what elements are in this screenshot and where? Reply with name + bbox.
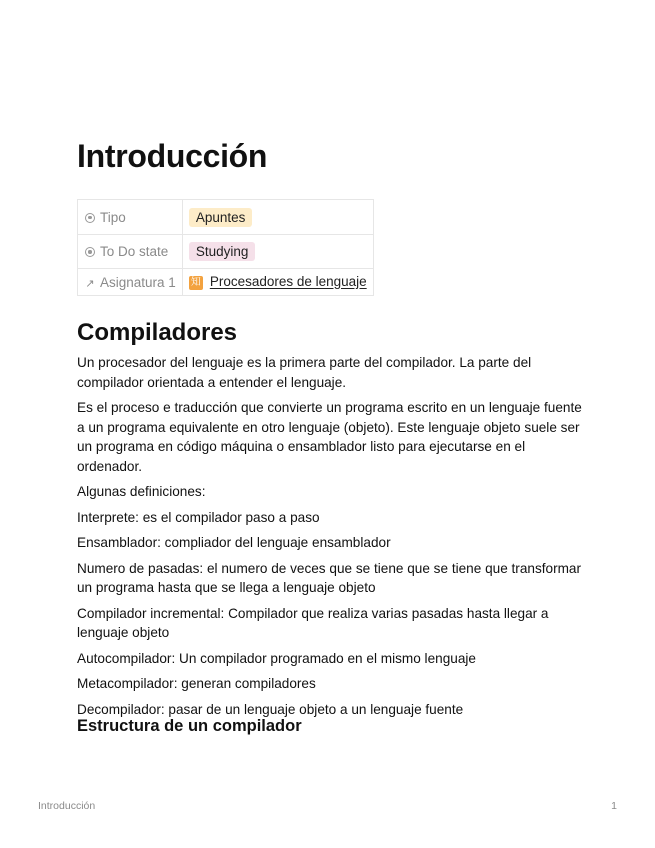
page-number: 1 bbox=[611, 800, 617, 812]
property-key-cell bbox=[78, 235, 183, 269]
relation-link-procesadores[interactable]: Procesadores de lenguaje bbox=[209, 273, 367, 289]
property-key-cell bbox=[78, 269, 183, 296]
property-value-cell bbox=[182, 269, 373, 296]
paragraph: Algunas definiciones: bbox=[77, 484, 206, 499]
tag-studying[interactable]: Studying bbox=[189, 242, 256, 261]
subheading: Estructura de un compilador bbox=[77, 717, 302, 735]
property-row-asignatura bbox=[78, 269, 374, 296]
property-row-tipo bbox=[78, 200, 374, 235]
paragraph: Decompilador: pasar de un lenguaje objeto a un lenguaje fuente bbox=[77, 701, 464, 717]
tag-apuntes[interactable]: Apuntes bbox=[189, 208, 253, 227]
section-heading: Compiladores bbox=[77, 319, 238, 346]
property-row-todo-state bbox=[78, 235, 374, 269]
status-icon bbox=[85, 247, 95, 257]
properties-table bbox=[77, 199, 374, 296]
paragraph: Autocompilador: Un compilador programado en el mismo lenguaje bbox=[77, 650, 476, 666]
property-key-asignatura: Asignatura 1 bbox=[100, 274, 176, 290]
page-icon: 知 bbox=[190, 276, 201, 288]
paragraph: Metacompilador: generan compiladores bbox=[77, 676, 316, 691]
property-value-cell bbox=[182, 200, 373, 235]
property-key-todo-state: To Do state bbox=[100, 244, 169, 259]
body-text bbox=[77, 353, 587, 725]
property-value-cell bbox=[182, 235, 373, 269]
property-key-cell bbox=[78, 200, 183, 235]
property-key-tipo: Tipo bbox=[100, 209, 126, 225]
paragraph: Un procesador del lenguaje es la primera parte del compilador. La parte del compilador orientada a entender el lenguaje. bbox=[77, 355, 532, 390]
paragraph: Es el proceso e traducción que convierte un programa escrito en un lenguaje fuente a un programa equivalente en otro lenguaje (objeto). Este lenguaje objeto suele ser un programa en código máquina o ensamblador listo para ejecutarse en el ordenador. bbox=[77, 400, 582, 474]
paragraph: Numero de pasadas: el numero de veces que se tiene que se tiene que transformar un programa hasta que se llega a lenguaje objeto bbox=[77, 560, 582, 595]
footer-title: Introducción bbox=[38, 800, 96, 812]
page-title: Introducción bbox=[77, 138, 268, 174]
paragraph: Interprete: es el compilador paso a paso bbox=[77, 509, 320, 525]
paragraph: Compilador incremental: Compilador que realiza varias pasadas hasta llegar a lenguaje objeto bbox=[77, 605, 549, 640]
paragraph: Ensamblador: compliador del lenguaje ensamblador bbox=[77, 535, 391, 550]
status-icon bbox=[85, 213, 95, 223]
relation-arrow-icon: ↗ bbox=[85, 277, 95, 290]
